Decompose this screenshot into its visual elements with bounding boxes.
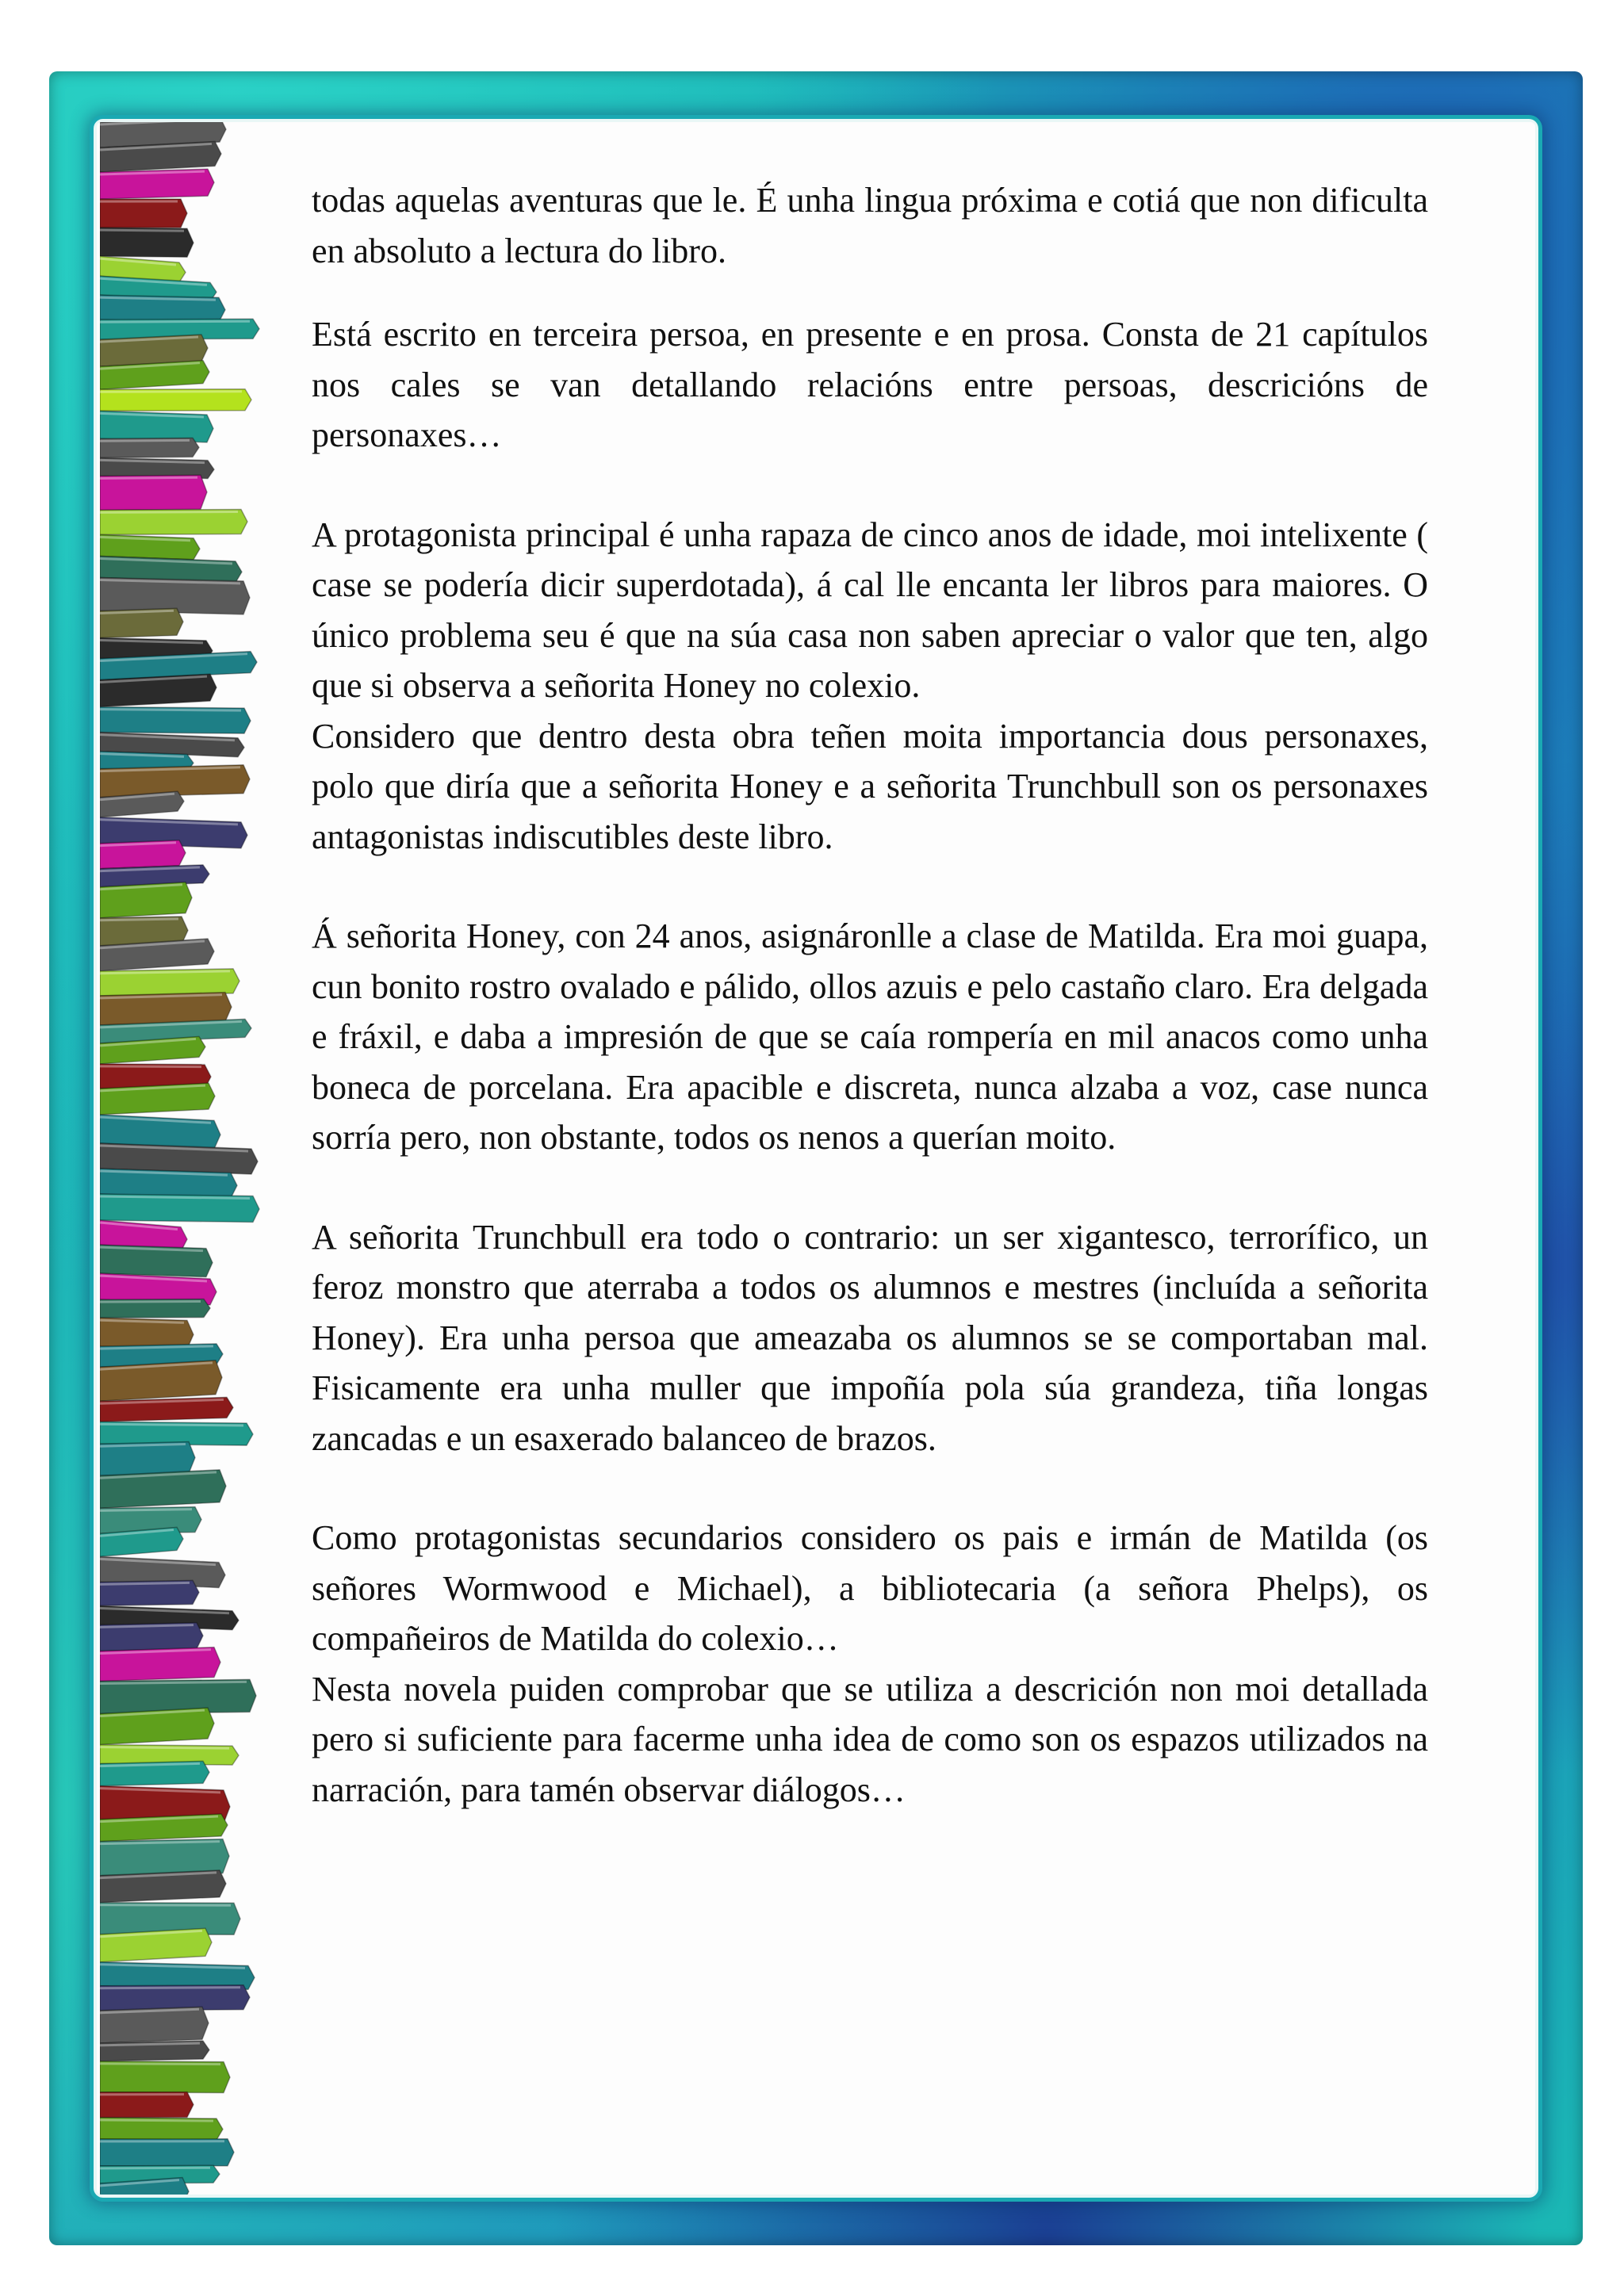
book-spine xyxy=(100,228,193,257)
book-spine xyxy=(100,1470,226,1509)
book-spine xyxy=(100,509,247,534)
book-spine xyxy=(100,169,214,199)
book-spine xyxy=(100,2061,230,2093)
book-spine xyxy=(100,1623,203,1651)
book-spine xyxy=(100,1299,210,1318)
book-spine xyxy=(100,1397,233,1422)
book-spine xyxy=(100,2041,209,2061)
book-spine xyxy=(100,295,225,322)
book-spine xyxy=(100,1814,228,1842)
paragraph-1: todas aquelas aventuras que le. É unha lingua próxima e cotiá que non dificulta en absoluto a lectura do libro. xyxy=(312,181,1428,270)
book-spine xyxy=(100,1360,222,1401)
book-spine xyxy=(100,475,207,510)
book-spine xyxy=(100,2118,223,2140)
book-spine xyxy=(100,840,186,869)
stacked-books-icon xyxy=(100,122,266,2195)
book-spine xyxy=(100,438,199,457)
book-spine xyxy=(100,1708,214,1744)
book-spine xyxy=(100,1647,220,1682)
paragraph-4: Considero que dentro desta obra teñen moita importancia dous personaxes, polo que diría que a señorita Honey e a señorita Trunchbull son os personaxes antagonistas indiscutibles deste libro. xyxy=(312,716,1428,856)
book-spine xyxy=(100,2007,209,2043)
paragraph-8: Nesta novela puiden comprobar que se utiliza a descrición non moi detallada pero si suficiente para facerme unha idea de como son os espazos utilizados na narración, para tamén observar diálogos… xyxy=(312,1669,1428,1809)
book-spine xyxy=(100,1928,212,1961)
paragraph-5: Á señorita Honey, con 24 anos, asignáronlle a clase de Matilda. Era moi guapa, cun bonito rostro ovalado e pálido, ollos azuis e pelo castaño claro. Era delgada e fráxil, e daba a impresión de que se caía rompería en mil anacos como unha boneca de porcelana. Era apacible e discreta, nunca alzaba a voz, case nunca sorría pero, non obstante, todos os nenos a querían moito. xyxy=(312,916,1428,1157)
book-spine xyxy=(100,1761,209,1785)
paragraph-7: Como protagonistas secundarios considero os pais e irmán de Matilda (os señores Wormwood e Michael), a bibliotecaria (a señora Phelps), os compañeiros de Matilda do colexio… xyxy=(312,1518,1428,1658)
book-spine xyxy=(100,674,216,706)
page-paper xyxy=(97,122,1535,2195)
paragraph-6: A señorita Trunchbull era todo o contrario: un ser xigantesco, terrorífico, un feroz monstro que aterraba a todos os alumnos e mestres (incluída a señorita Honey). Era unha persoa que ameazaba os alumnos se se comportaban mal. Fisicamente era unha muller que impoñía pola súa grandeza, tiña longas zancadas e un esaxerado balanceo de brazos. xyxy=(312,1217,1428,1458)
book-spine xyxy=(100,1245,213,1277)
book-spine xyxy=(100,1580,199,1605)
book-spine xyxy=(100,2139,234,2166)
book-spine xyxy=(100,1679,256,1713)
book-spine xyxy=(100,2092,193,2118)
book-spine xyxy=(100,1870,226,1903)
book-spine xyxy=(100,608,183,637)
paragraph-3: A protagonista principal é unha rapaza de cinco anos de idade, moi intelixente ( case se podería dicir superdotada), á cal lle encanta ler libros para maiores. O único problema seu é que na súa casa non saben apreciar o valor que ten, algo que si observa a señorita Honey no colexio. xyxy=(312,515,1428,705)
book-spine xyxy=(100,882,192,918)
page-frame xyxy=(49,71,1583,2245)
book-spine xyxy=(100,1441,195,1475)
book-spine xyxy=(100,534,200,559)
book-spine xyxy=(100,1985,250,2011)
book-spine xyxy=(100,969,239,996)
book-spine xyxy=(100,199,187,228)
body-text xyxy=(312,175,1428,1815)
book-spine xyxy=(100,1083,215,1115)
book-spine xyxy=(100,389,251,411)
book-spine xyxy=(100,1194,259,1222)
inner-frame-border xyxy=(97,122,1535,2195)
book-spine xyxy=(100,141,221,172)
paragraph-2: Está escrito en terceira persoa, en presente e en prosa. Consta de 21 capítulos nos cales se van detallando relacións entre persoas, descricións de personaxes… xyxy=(312,315,1428,454)
book-spine xyxy=(100,707,251,734)
